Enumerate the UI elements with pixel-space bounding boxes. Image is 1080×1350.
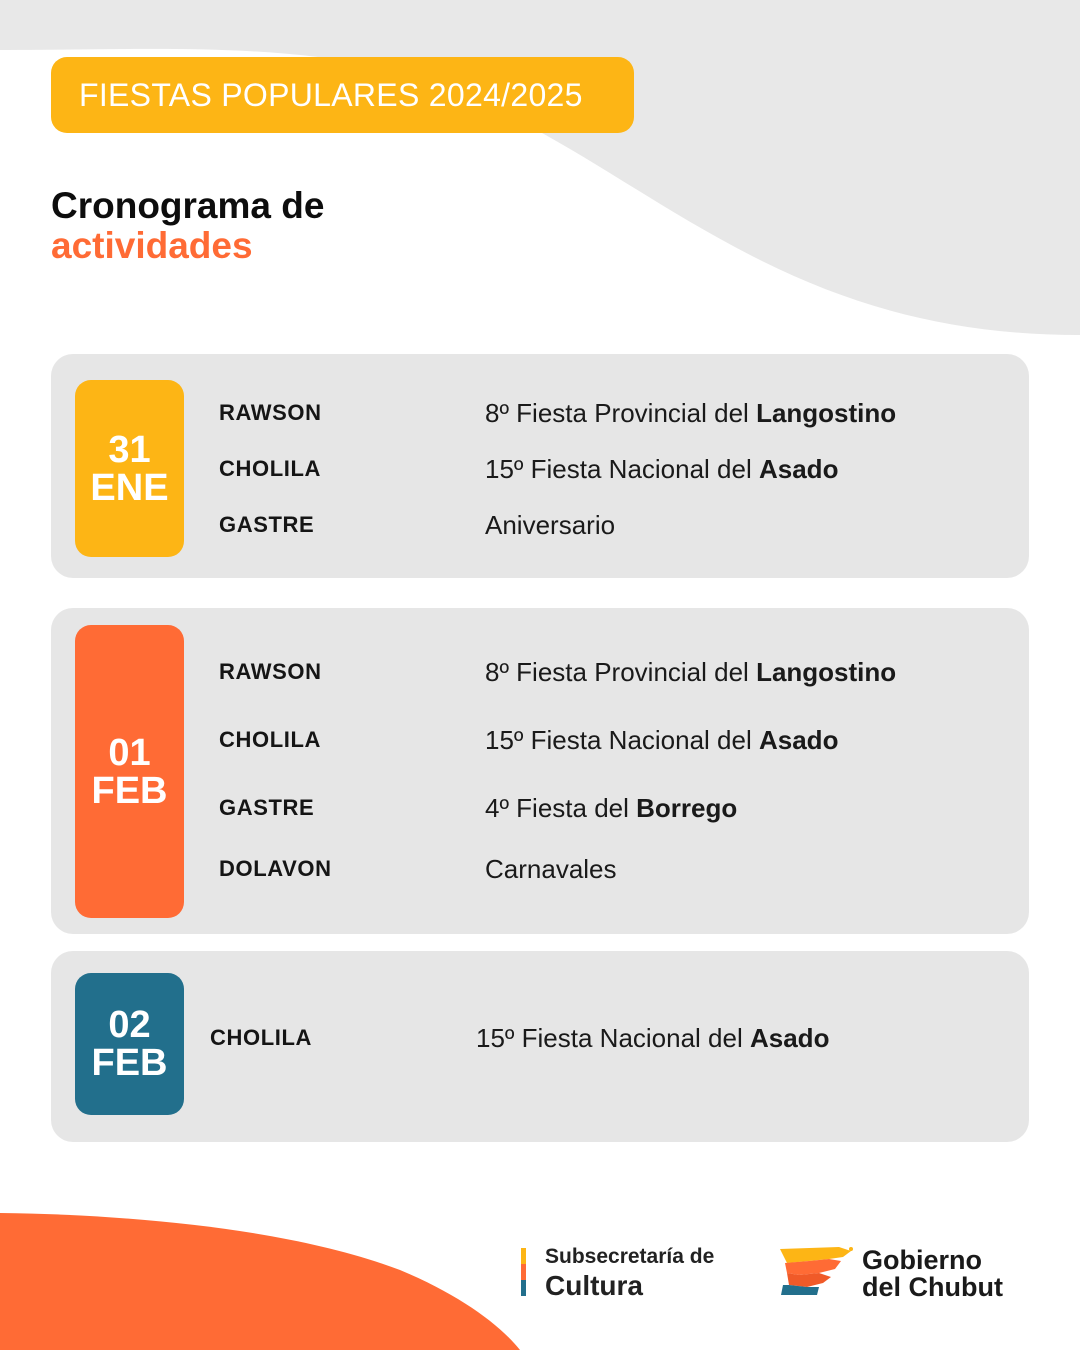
- list-item: [51, 720, 1029, 760]
- event-name: 15º Fiesta Nacional del Asado: [485, 724, 839, 755]
- event-name: 8º Fiesta Provincial del Langostino: [485, 656, 897, 687]
- date-month: FEB: [91, 769, 168, 812]
- city-name: CHOLILA: [219, 727, 321, 752]
- cultura-logo-line-1: Subsecretaría de: [545, 1245, 715, 1268]
- city-name: GASTRE: [219, 512, 315, 537]
- city-name: CHOLILA: [219, 456, 321, 481]
- list-item: [51, 505, 1029, 545]
- schedule-card-02-feb: [51, 951, 1029, 1142]
- cultura-logo-line-2: Cultura: [545, 1270, 643, 1301]
- title-line-2: actividades: [51, 225, 253, 266]
- list-item: [51, 449, 1029, 489]
- city-name: DOLAVON: [219, 856, 332, 881]
- date-month: ENE: [90, 466, 169, 509]
- date-day: 31: [108, 428, 151, 471]
- city-name: RAWSON: [219, 400, 322, 425]
- city-name: RAWSON: [219, 659, 322, 684]
- header-tag-pill: [51, 57, 634, 133]
- title-line-1: Cronograma de: [51, 185, 325, 226]
- list-item: [51, 652, 1029, 692]
- bottom-orange-wave: [0, 1213, 520, 1350]
- event-name: 15º Fiesta Nacional del Asado: [485, 453, 839, 484]
- top-gray-wave: [0, 0, 1080, 335]
- schedule-card-01-feb: [51, 608, 1029, 934]
- city-name: GASTRE: [219, 795, 315, 820]
- chubut-map-logo-icon: [779, 1247, 855, 1297]
- schedule-card-31-ene: [51, 354, 1029, 578]
- list-item: [51, 393, 1029, 433]
- date-month: FEB: [91, 1042, 168, 1084]
- event-name: 4º Fiesta del Borrego: [485, 792, 738, 823]
- cultura-logo-bar: [521, 1248, 526, 1296]
- gobierno-logo-line-2: del Chubut: [862, 1272, 1003, 1302]
- event-name: 15º Fiesta Nacional del Asado: [476, 1022, 830, 1053]
- list-item: [51, 788, 1029, 828]
- page-title: [51, 186, 324, 266]
- city-name: CHOLILA: [210, 1025, 312, 1050]
- list-item: [51, 849, 1029, 889]
- header-tag-text: FIESTAS POPULARES 2024/2025: [79, 76, 583, 113]
- list-item: [51, 1018, 1029, 1058]
- date-day: 01: [108, 731, 151, 774]
- gobierno-logo-line-1: Gobierno: [862, 1245, 982, 1275]
- event-name: Aniversario: [485, 509, 616, 540]
- event-name: 8º Fiesta Provincial del Langostino: [485, 397, 897, 428]
- event-name: Carnavales: [485, 853, 617, 884]
- date-day: 02: [108, 1004, 151, 1046]
